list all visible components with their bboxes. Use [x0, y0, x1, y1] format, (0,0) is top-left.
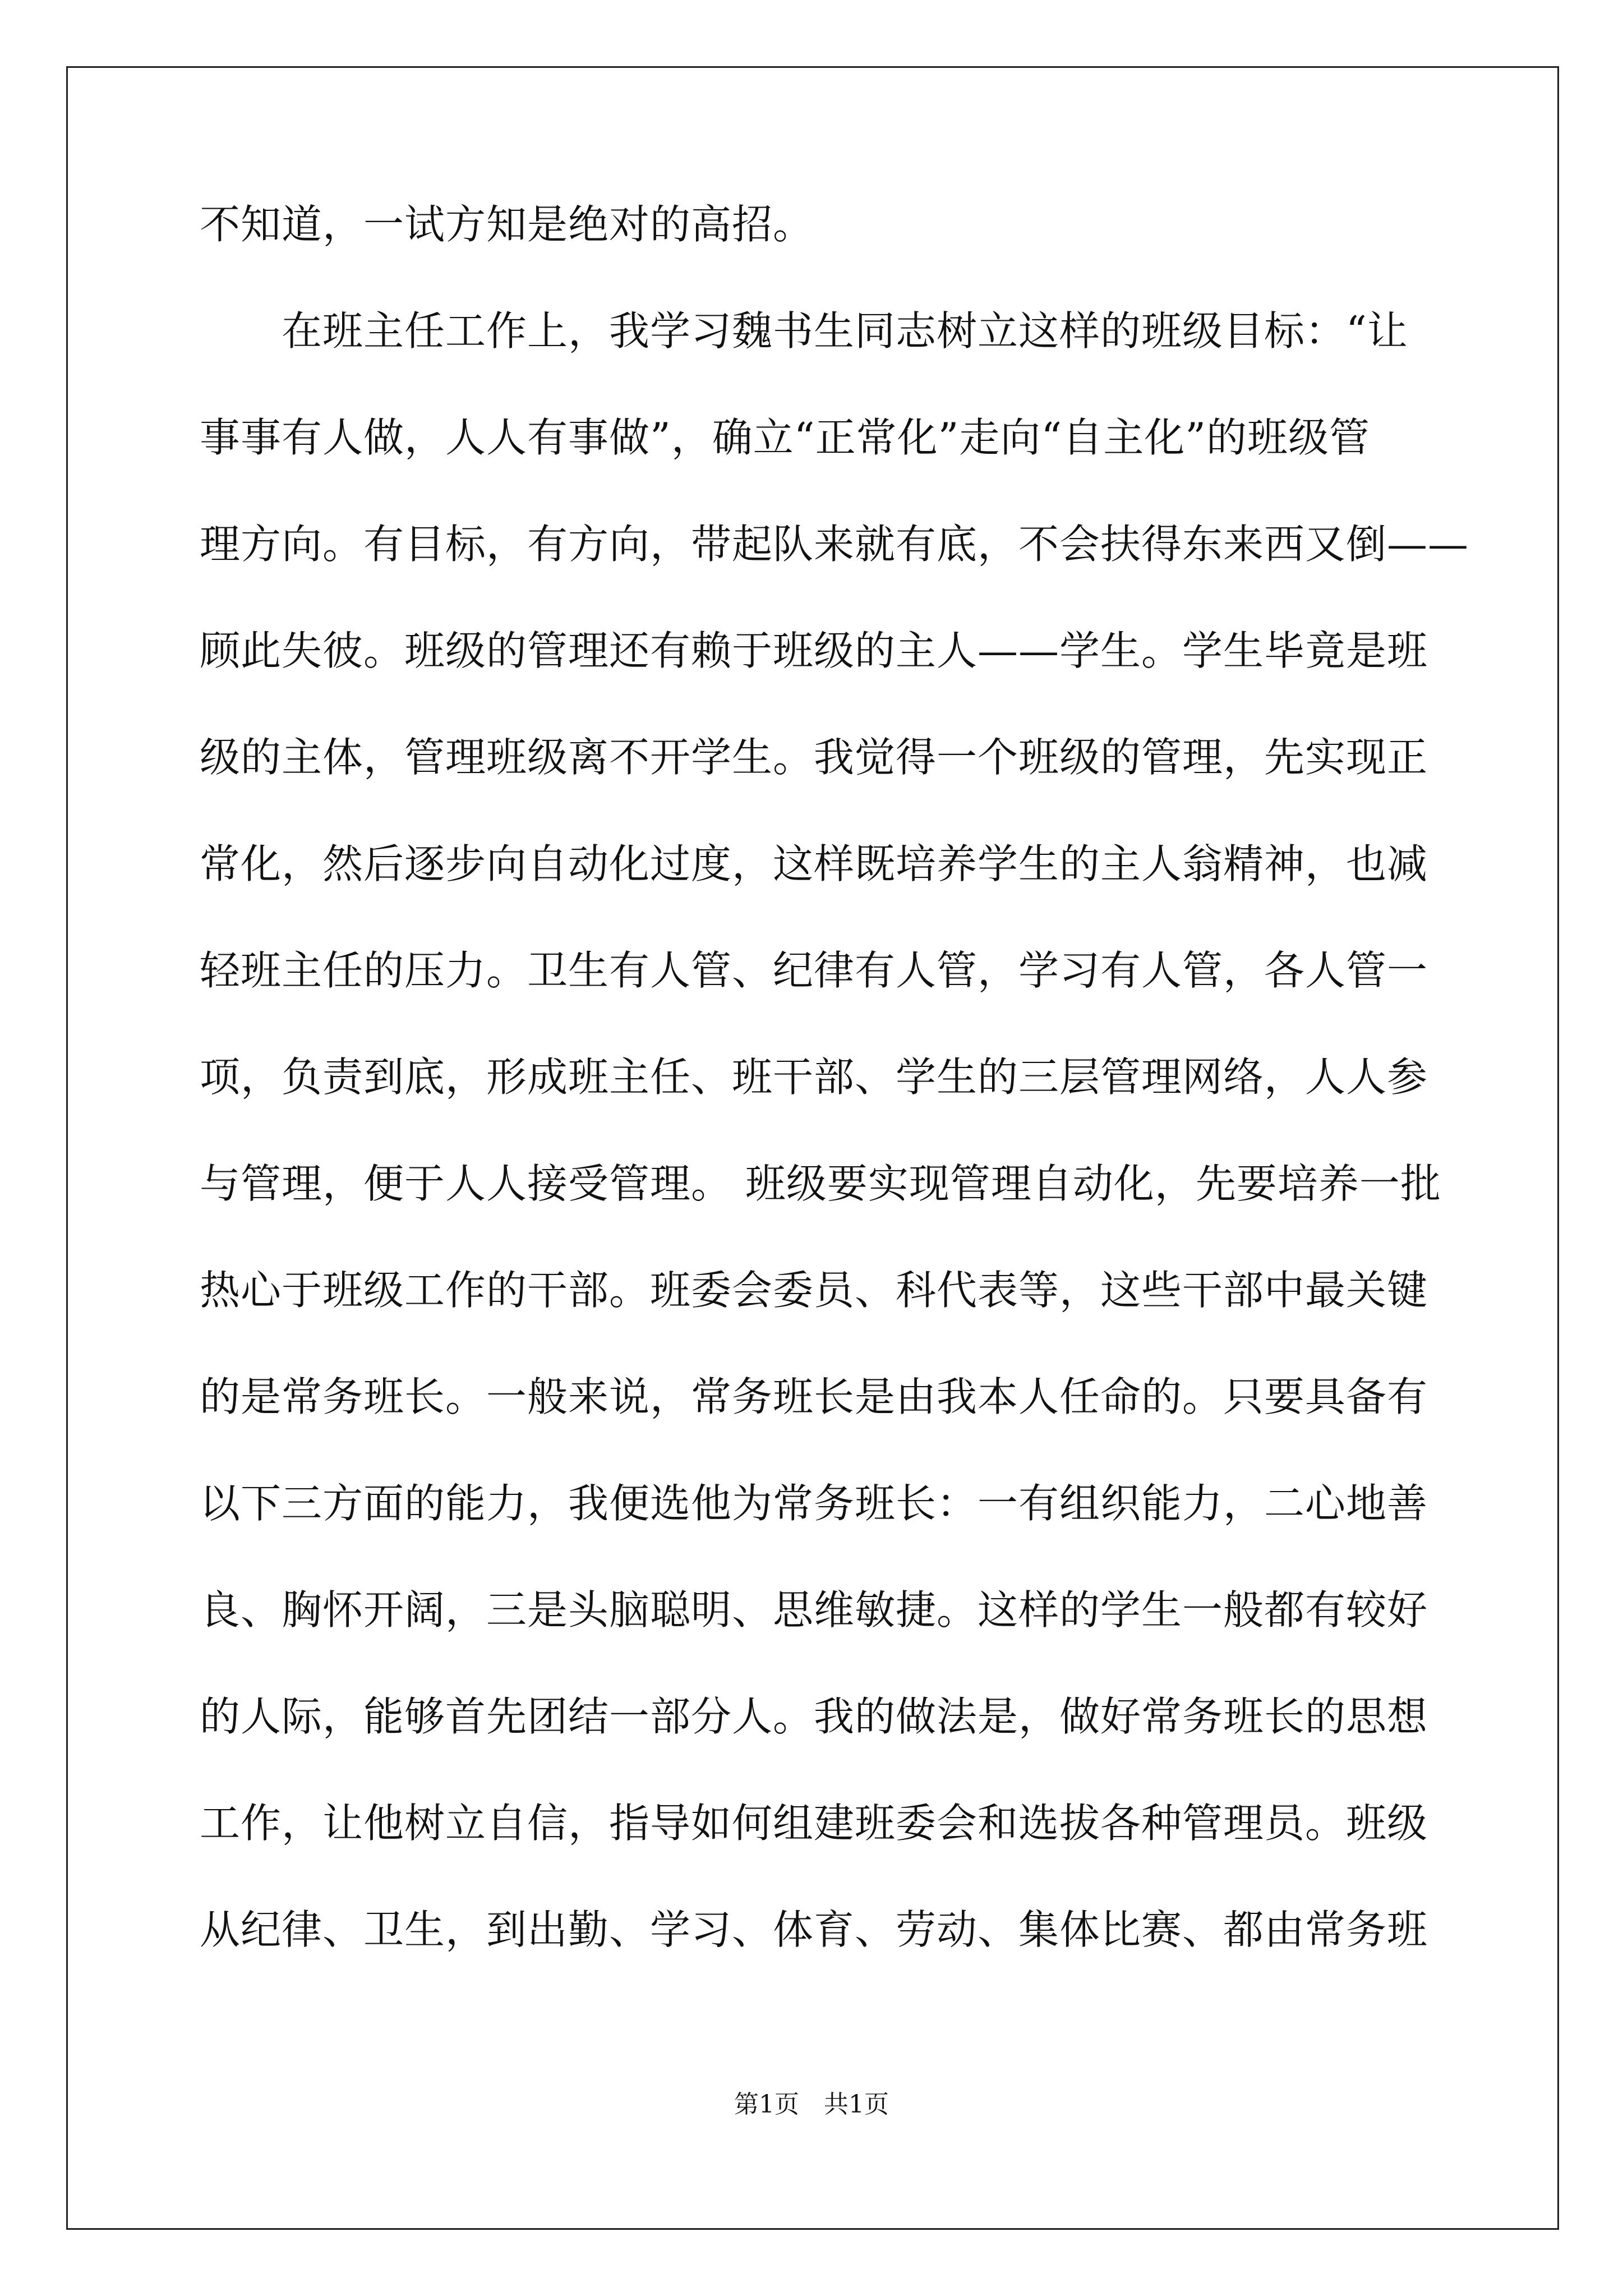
text-line: 良、胸怀开阔，三是头脑聪明、思维敏捷。这样的学生一般都有较好: [200, 1586, 1428, 1634]
text-line: 不知道，一试方知是绝对的高招。: [200, 201, 814, 248]
text-line: 级的主体，管理班级离不开学生。我觉得一个班级的管理，先实现正: [200, 734, 1428, 781]
text-line: 的是常务班长。一般来说，常务班长是由我本人任命的。只要具备有: [200, 1373, 1428, 1420]
text-line: 事事有人做，人人有事做”，确立“正常化”走向“自主化”的班级管: [200, 414, 1371, 461]
text-line: 轻班主任的压力。卫生有人管、纪律有人管，学习有人管，各人管一: [200, 947, 1428, 994]
text-line: 的人际，能够首先团结一部分人。我的做法是，做好常务班长的思想: [200, 1693, 1428, 1740]
text-line: 常化，然后逐步向自动化过度，这样既培养学生的主人翁精神，也减: [200, 840, 1428, 887]
text-line: 顾此失彼。班级的管理还有赖于班级的主人——学生。学生毕竟是班: [200, 627, 1428, 674]
text-line: 工作，让他树立自信，指导如何组建班委会和选拔各种管理员。班级: [200, 1800, 1428, 1847]
text-line: 理方向。有目标，有方向，带起队来就有底，不会扶得东来西又倒——: [200, 521, 1469, 568]
page-number-footer: 第1页 共1页: [734, 2090, 889, 2119]
text-line: 在班主任工作上，我学习魏书生同志树立这样的班级目标：“让: [200, 307, 1408, 355]
text-line: 从纪律、卫生，到出勤、学习、体育、劳动、集体比赛、都由常务班: [200, 1906, 1428, 1953]
text-line: 以下三方面的能力，我便选他为常务班长：一有组织能力，二心地善: [200, 1480, 1428, 1527]
text-line: 与管理，便于人人接受管理。 班级要实现管理自动化，先要培养一批: [200, 1160, 1441, 1207]
document-body: [200, 171, 1469, 1983]
text-line: 热心于班级工作的干部。班委会委员、科代表等，这些干部中最关键: [200, 1267, 1428, 1314]
text-line: 项，负责到底，形成班主任、班干部、学生的三层管理网络，人人参: [200, 1053, 1428, 1101]
